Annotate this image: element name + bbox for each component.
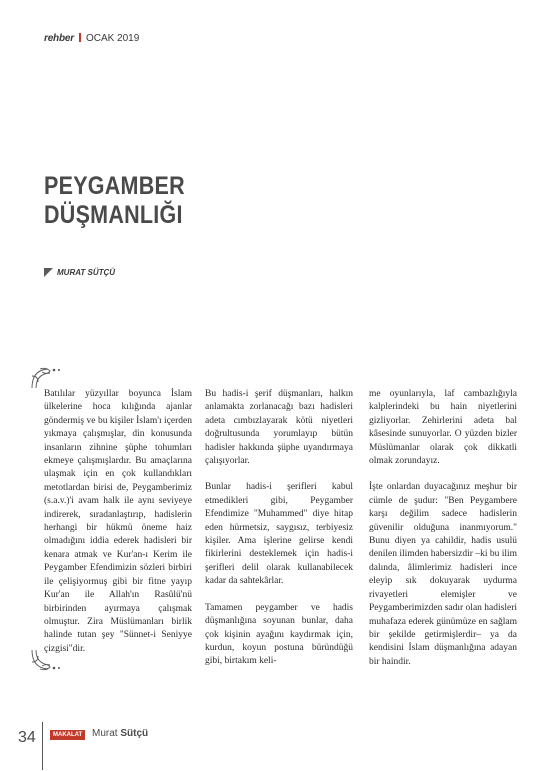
footer-divider — [42, 722, 43, 770]
header-divider — [79, 33, 81, 42]
magazine-logo: rehber — [44, 33, 74, 44]
article-column-3 — [369, 388, 517, 682]
paragraph: me oyunlarıyla, laf cambazlığıyla kalplerindeki bu hain niyetlerini gizliyorlar. Zehirlerini adeta bal kâsesinde sunuyorlar. O yüzden bizler Müslümanlar olarak çok dikkatli olmak zorundayız. — [369, 389, 517, 467]
section-tag: MAKALAT — [50, 730, 85, 740]
paragraph: Tamamen peygamber ve hadis düşmanlığına soyunan bunlar, daha çok kişinin ayağını kaydırmak için, kurdun, koyun postuna büründüğü gibi, birtakım keli- — [205, 602, 353, 667]
paragraph: Bu hadis-i şerif düşmanları, halkın anlamakta zorlanacağı bazı hadisleri adeta cımbızlayarak kötü niyetleri doğrultusunda yorumlayıp bütün hadisler hakkında şüphe uyandırmaya çalışıyorlar. — [205, 389, 353, 467]
article-column-1 — [44, 388, 192, 669]
paragraph: Bunlar hadis-i şerifleri kabul etmedikleri gibi, Peygamber Efendimize "Muhammed" diye hitap eden hürmetsiz, saygısız, terbiyesiz kişiler. Ama işlerine gelirse kendi fikirlerini desteklemek için hadis-i şerifleri delil olarak kullanabilecek kadar da sahtekârlar. — [205, 482, 353, 587]
ornament-top-left-icon — [30, 366, 64, 390]
page-number: 34 — [18, 729, 36, 746]
title-line-2: DÜŞMANLIĞI — [44, 201, 183, 229]
footer-author-last: Sütçü — [120, 728, 149, 739]
byline-triangle-icon — [44, 268, 53, 277]
byline — [44, 268, 115, 277]
article-column-2 — [205, 388, 353, 682]
running-header — [44, 33, 139, 44]
article-title — [44, 172, 185, 230]
author-name: MURAT SÜTÇÜ — [57, 268, 116, 277]
paragraph: İşte onlardan duyacağınız meşhur bir cümle de şudur: "Ben Peygambere karşı değilim sadece hadislerin güvenilir olduğuna inanmıyorum." Bunu diyen ya cahildir, hadis usulü denilen ilimden habersizdir –ki bu ilim dalında, âlimlerimiz hadisleri ince eleyip sık dokuyarak uydurma rivayetleri elemişler ve Peygamberimizden sadır olan hadisleri muhafaza ederek günümüze en sağlam bir şekilde getirmişlerdir– ya da kendisini İslam düşmanlığına adayan bir haindir. — [369, 482, 518, 667]
footer-author-first: Murat — [92, 728, 118, 739]
footer-author — [92, 728, 148, 739]
paragraph: Batılılar yüzyıllar boyunca İslam ülkelerine hoca kılığında ajanlar göndermiş ve bu kişiler İslam'ı içerden yıkmaya çalışmışlar, din konusunda insanların zihnine şüphe tohumları ekmeye çalışmışlardır. Bu amaçlarına ulaşmak için en çok kullandıkları metotlardan birisi de, Peygamberimiz (s.a.v.)'i avam halk ile aynı seviyeye indirerek, sıradanlaştırıp, hadislerin herhangi bir hükmü öneme haiz olmadığını iddia ederek hadisleri bir kenara atmak ve Kur'an-ı Kerim ile Peygamber Efendimizin sözleri birbiri ile çelişiyormuş gibi bir fitne yayıp Kur'an ile Allah'ın Rasûlü'nü birbirinden ayırmaya çalışmak olmuştur. Zira Müslümanları birlik halinde tutan şey "Sünnet-i Seniyye çizgisi"dir. — [44, 389, 192, 654]
issue-date: OCAK 2019 — [85, 33, 140, 44]
title-line-1: PEYGAMBER — [44, 172, 185, 200]
